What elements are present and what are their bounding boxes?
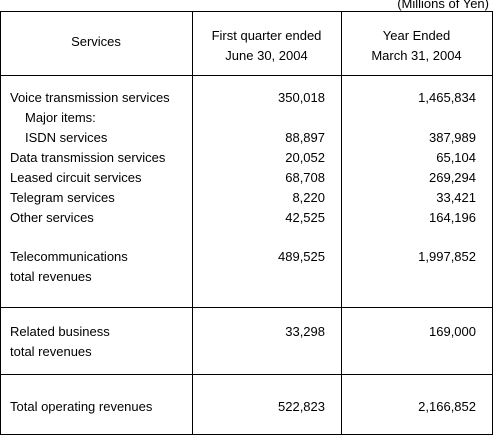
- row-label: Telegram services: [10, 190, 115, 205]
- header-fy-line2: March 31, 2004: [371, 48, 462, 63]
- header-q1: [192, 26, 341, 66]
- header-services: Services: [71, 34, 121, 49]
- row-fy-value: 65,104: [436, 150, 476, 165]
- row-fy-value: 1,465,834: [418, 90, 476, 105]
- related-total-fy-value: 169,000: [429, 324, 476, 339]
- row-label: ISDN services: [25, 130, 108, 145]
- table-row: [0, 88, 493, 108]
- row-label: Leased circuit services: [10, 170, 142, 185]
- row-label: Voice transmission services: [10, 90, 170, 105]
- related-total-q1-value: 33,298: [285, 324, 325, 339]
- row-fy-value: 164,196: [429, 210, 476, 225]
- header-q1-line1: First quarter ended: [211, 28, 322, 43]
- table-row: [0, 128, 493, 148]
- section-divider-2: [0, 374, 493, 375]
- header-fy: [341, 26, 492, 66]
- header-divider: [0, 75, 493, 76]
- operating-total-fy-value: 2,166,852: [418, 399, 476, 414]
- table-row: [0, 168, 493, 188]
- related-total-label-line1: Related business: [10, 324, 110, 339]
- row-label: Data transmission services: [10, 150, 166, 165]
- table-border-top: [0, 11, 493, 12]
- row-q1-value: 42,525: [285, 210, 325, 225]
- related-total-label-line2: total revenues: [10, 344, 92, 359]
- telecom-total-q1-value: 489,525: [278, 249, 325, 264]
- row-q1-value: 20,052: [285, 150, 325, 165]
- header-q1-line2: June 30, 2004: [225, 48, 308, 63]
- row-label: Major items:: [25, 110, 96, 125]
- table-row: [0, 148, 493, 168]
- telecom-total-label-line2: total revenues: [10, 269, 92, 284]
- row-fy-value: 33,421: [436, 190, 476, 205]
- telecom-total-fy-value: 1,997,852: [418, 249, 476, 264]
- header-fy-line1: Year Ended: [382, 28, 451, 43]
- unit-note: (Millions of Yen): [397, 0, 489, 11]
- row-label: Other services: [10, 210, 94, 225]
- row-q1-value: 350,018: [278, 90, 325, 105]
- row-q1-value: 68,708: [285, 170, 325, 185]
- row-q1-value: 88,897: [285, 130, 325, 145]
- section-divider-1: [0, 307, 493, 308]
- telecom-total-label-line1: Telecommunications: [10, 249, 128, 264]
- row-fy-value: 387,989: [429, 130, 476, 145]
- table-row: [0, 188, 493, 208]
- row-q1-value: 8,220: [292, 190, 325, 205]
- revenue-table: [0, 11, 493, 435]
- row-fy-value: 269,294: [429, 170, 476, 185]
- operating-total-q1-value: 522,823: [278, 399, 325, 414]
- table-row: [0, 108, 493, 128]
- operating-total-label: Total operating revenues: [10, 399, 153, 414]
- table-row: [0, 208, 493, 228]
